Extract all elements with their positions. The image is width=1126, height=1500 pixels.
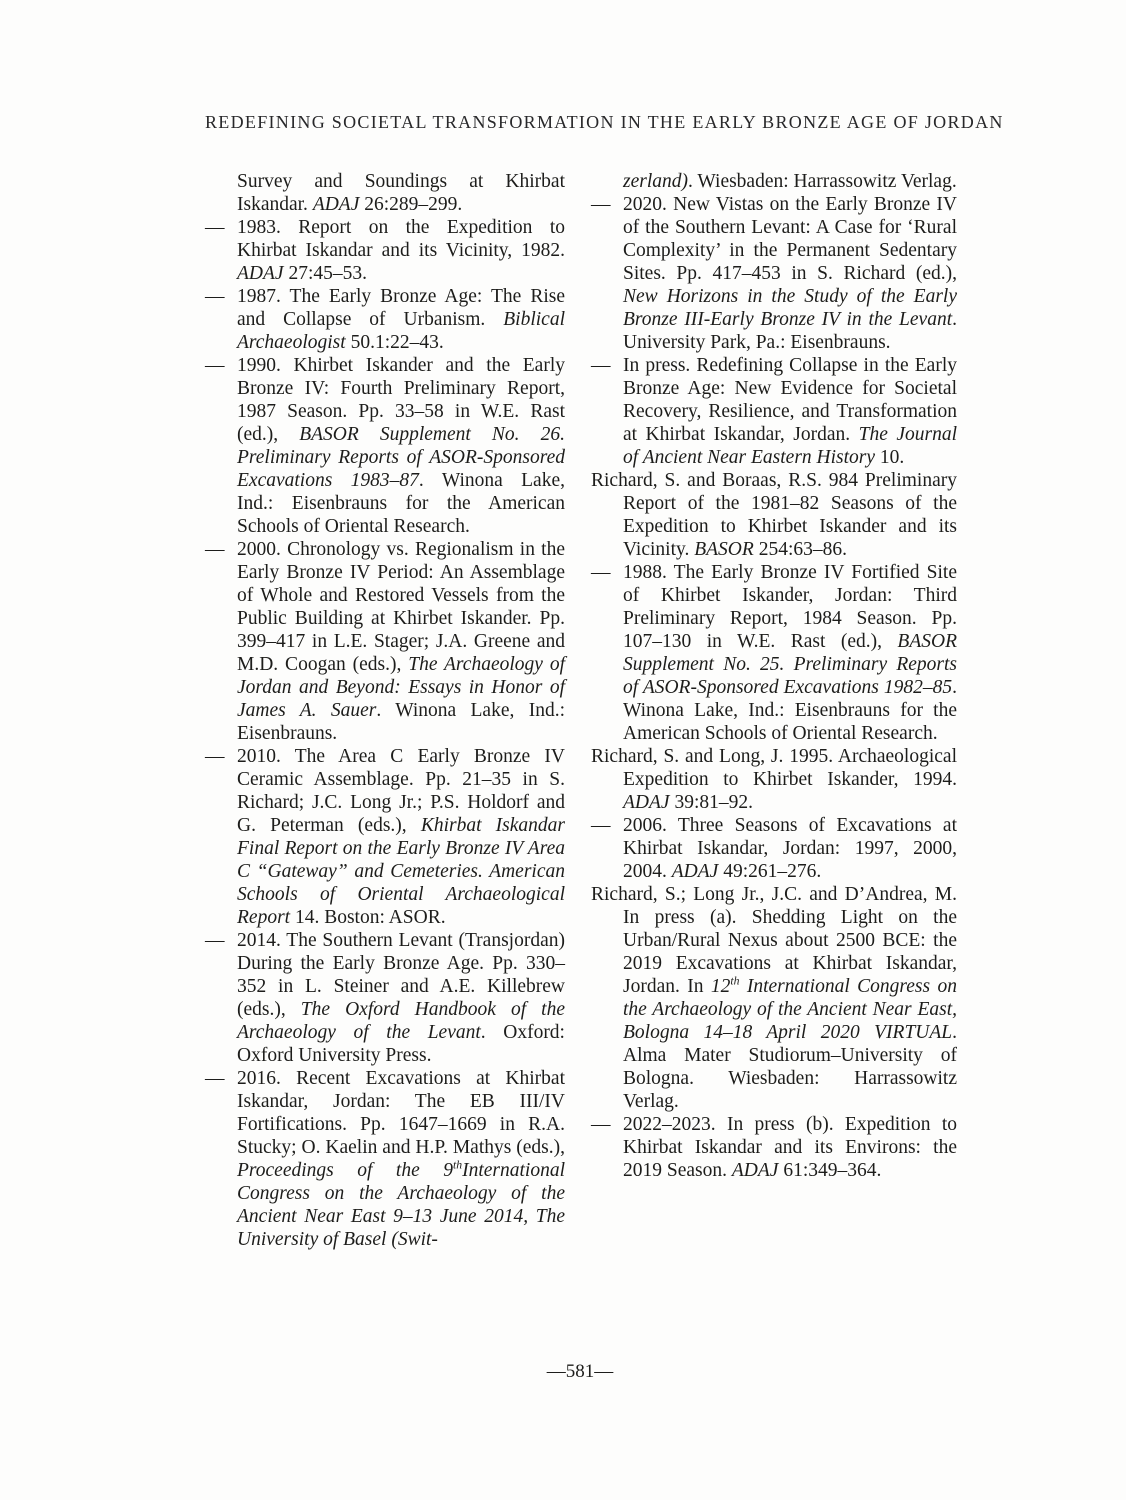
repeated-author-dash-marker: —: [591, 815, 611, 836]
entry-text-run: 61:349–364.: [778, 1160, 882, 1181]
entry-text-run: . Winona Lake, Ind.: Eisenbrauns.: [237, 700, 565, 744]
entry-text-run: BASOR: [694, 539, 754, 560]
entry-text-run: Biblical Archaeologist: [237, 309, 565, 353]
entry-text-run: BASOR Supplement No. 25. Preliminary Reports of ASOR-Sponsored Excavations 1982–85: [623, 631, 957, 698]
bibliography-entry: [591, 193, 957, 354]
repeated-author-dash-marker: —: [205, 217, 225, 238]
entry-text-run: 2006. Three Seasons of Excavations at Khirbat Iskandar, Jordan: 1997, 2000, 2004.: [623, 815, 957, 882]
bibliography-entry: [205, 216, 565, 285]
entry-text-run: ADAJ: [731, 1160, 779, 1181]
bibliography-column-right: [591, 170, 957, 1182]
entry-text-run: The Oxford Handbook of the Archaeology of the Levant: [237, 999, 566, 1043]
entry-text-run: New Horizons in the Study of the Early Bronze III-Early Bronze IV in the Levant: [623, 286, 957, 330]
bibliography-entry: [591, 745, 957, 814]
entry-text-run: th: [730, 974, 740, 988]
entry-text-run: BASOR Supplement No. 26. Preliminary Reports of ASOR-Sponsored Excavations 1983–87: [237, 424, 565, 491]
repeated-author-dash-marker: —: [205, 1068, 225, 1089]
bibliography-entry: [205, 285, 565, 354]
bibliography: [205, 170, 957, 1251]
repeated-author-dash-marker: —: [591, 562, 611, 583]
entry-text-run: 50.1:22–43.: [345, 332, 444, 353]
repeated-author-dash-marker: —: [205, 746, 225, 767]
entry-text-run: Richard, S.; Long Jr., J.C. and D’Andrea, M. In press (a). Shedding Light on the Urban/Rural Nexus about 2500 BCE: the 2019 Excavations at Khirbat Iskandar, Jordan. In: [591, 884, 957, 997]
entry-text-run: . University Park, Pa.: Eisenbrauns.: [623, 309, 957, 353]
bibliography-column-left: [205, 170, 565, 1251]
entry-text-run: ADAJ: [237, 263, 284, 284]
entry-text-run: 1983. Report on the Expedition to Khirbat Iskandar and its Vicinity, 1982.: [237, 217, 565, 261]
entry-text-run: . Alma Mater Studiorum–University of Bologna. Wiesbaden: Harrassowitz Verlag.: [623, 1022, 957, 1112]
entry-text-run: 2000. Chronology vs. Regionalism in the Early Bronze IV Period: An Assemblage of Whole and Restored Vessels from the Public Building at Khirbet Iskander. Pp. 399–417 in L.E. Stager; J.A. Greene and M.D. Coogan (eds.),: [237, 539, 565, 675]
repeated-author-dash-marker: —: [591, 355, 611, 376]
bibliography-entry: [591, 354, 957, 469]
bibliography-entry: [205, 354, 565, 538]
entry-text-run: 2020. New Vistas on the Early Bronze IV of the Southern Levant: A Case for ‘Rural Complexity’ in the Permanent Sedentary Sites. Pp. 417–453 in S. Richard (ed.),: [623, 194, 957, 284]
entry-text-run: International Congress on the Archaeology of the Ancient Near East, Bologna 14–18 April 2020 VIRTUAL: [623, 976, 957, 1043]
entry-text-run: The Archaeology of Jordan and Beyond: Essays in Honor of James A. Sauer: [237, 654, 565, 721]
entry-text-run: Survey and Soundings at Khirbat Iskandar.: [237, 171, 565, 215]
repeated-author-dash-marker: —: [205, 286, 225, 307]
entry-text-run: Proceedings of the 9: [237, 1160, 453, 1181]
entry-text-run: ADAJ: [671, 861, 719, 882]
bibliography-entry: [591, 883, 957, 1113]
repeated-author-dash-marker: —: [205, 355, 225, 376]
repeated-author-dash-marker: —: [205, 930, 225, 951]
entry-text-run: The Journal of Ancient Near Eastern History: [623, 424, 957, 468]
bibliography-entry: [205, 1067, 565, 1251]
entry-text-run: Richard, S. and Long, J. 1995. Archaeological Expedition to Khirbet Iskander, 1994.: [591, 746, 957, 790]
entry-text-run: 1987. The Early Bronze Age: The Rise and Collapse of Urbanism.: [237, 286, 565, 330]
entry-text-run: 2010. The Area C Early Bronze IV Ceramic Assemblage. Pp. 21–35 in S. Richard; J.C. Long Jr.; P.S. Holdorf and G. Peterman (eds.),: [237, 746, 565, 836]
entry-text-run: 1988. The Early Bronze IV Fortified Site of Khirbet Iskander, Jordan: Third Preliminary Report, 1984 Season. Pp. 107–130 in W.E. Rast (ed.),: [623, 562, 957, 652]
entry-text-run: 10.: [875, 447, 905, 468]
entry-text-run: ADAJ: [623, 792, 670, 813]
entry-text-run: 49:261–276.: [718, 861, 822, 882]
bibliography-entry: [205, 170, 565, 216]
entry-text-run: . Winona Lake, Ind.: Eisenbrauns for the American Schools of Oriental Research.: [623, 677, 957, 744]
bibliography-entry: [591, 170, 957, 193]
entry-text-run: . Winona Lake, Ind.: Eisenbrauns for the American Schools of Oriental Research.: [237, 470, 565, 537]
bibliography-entry: [205, 929, 565, 1067]
bibliography-entry: [205, 538, 565, 745]
entry-text-run: 14. Boston: ASOR.: [290, 907, 446, 928]
bibliography-entry: [591, 814, 957, 883]
page-number: —581—: [546, 1361, 614, 1382]
entry-text-run: 2022–2023. In press (b). Expedition to Khirbat Iskandar and its Environs: the 2019 Season.: [623, 1114, 957, 1181]
entry-text-run: 26:289–299.: [359, 194, 463, 215]
running-header: REDEFINING SOCIETAL TRANSFORMATION IN THE EARLY BRONZE AGE OF JORDAN: [205, 112, 1004, 132]
entry-text-run: . Oxford: Oxford University Press.: [237, 1022, 565, 1066]
entry-text-run: 254:63–86.: [753, 539, 847, 560]
entry-text-run: Richard, S. and Boraas, R.S. 984 Preliminary Report of the 1981–82 Seasons of the Expedition to Khirbet Iskander and its Vicinity.: [591, 470, 957, 560]
bibliography-entry: [591, 469, 957, 561]
entry-text-run: 2014. The Southern Levant (Transjordan) During the Early Bronze Age. Pp. 330–352 in L. Steiner and A.E. Killebrew (eds.),: [237, 930, 565, 1020]
repeated-author-dash-marker: —: [205, 539, 225, 560]
repeated-author-dash-marker: —: [591, 1114, 611, 1135]
bibliography-entry: [205, 745, 565, 929]
entry-text-run: Khirbat Iskandar Final Report on the Early Bronze IV Area C “Gateway” and Cemeteries. American Schools of Oriental Archaeological Report: [237, 815, 565, 928]
entry-text-run: ADAJ: [312, 194, 360, 215]
bibliography-entry: [591, 1113, 957, 1182]
entry-text-run: 1990. Khirbet Iskander and the Early Bronze IV: Fourth Preliminary Report, 1987 Season. Pp. 33–58 in W.E. Rast (ed.),: [237, 355, 565, 445]
entry-text-run: 39:81–92.: [669, 792, 753, 813]
repeated-author-dash-marker: —: [591, 194, 611, 215]
entry-text-run: 2016. Recent Excavations at Khirbat Iskandar, Jordan: The EB III/IV Fortifications. Pp. 1647–1669 in R.A. Stucky; O. Kaelin and H.P. Mathys (eds.),: [237, 1068, 565, 1158]
entry-text-run: 12: [710, 976, 731, 997]
entry-text-run: zerland): [623, 171, 688, 192]
entry-text-run: 27:45–53.: [283, 263, 367, 284]
entry-text-run: International Congress on the Archaeology of the Ancient Near East 9–13 June 2014, The University of Basel (Swit-: [237, 1160, 565, 1250]
bibliography-entry: [591, 561, 957, 745]
entry-text-run: . Wiesbaden: Harrassowitz Verlag.: [688, 171, 957, 192]
entry-text-run: th: [452, 1158, 463, 1172]
entry-text-run: In press. Redefining Collapse in the Early Bronze Age: New Evidence for Societal Recovery, Resilience, and Transformation at Khirbat Iskandar, Jordan.: [623, 355, 957, 445]
